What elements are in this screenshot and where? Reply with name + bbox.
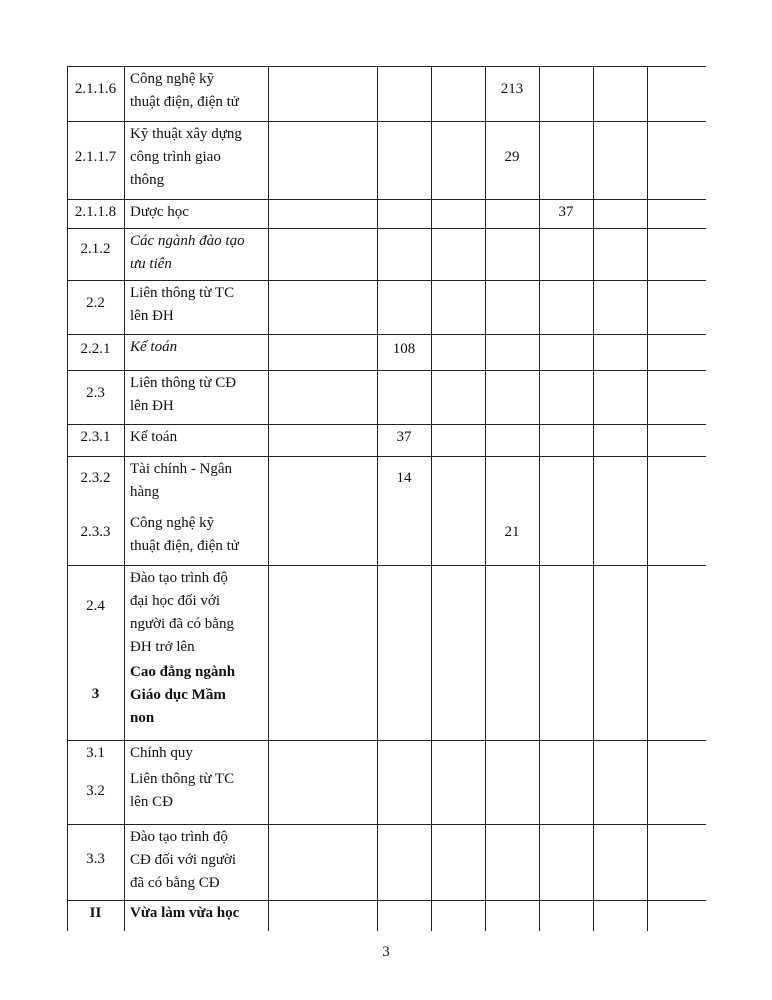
row-label: Các ngành đào tạo ưu tiên xyxy=(130,233,245,272)
row-code: 2.3.3 xyxy=(80,524,111,540)
row-code: 2.3.1 xyxy=(80,429,111,445)
row-code: II xyxy=(89,905,102,921)
row-label: Chính quy xyxy=(130,745,193,761)
row-code: 2.1.1.7 xyxy=(74,149,117,165)
row-value: 14 xyxy=(396,470,412,486)
row-code: 3 xyxy=(91,686,100,702)
row-label: Đào tạo trình độ CĐ đối với người đã có bằng CĐ xyxy=(130,829,237,891)
row-label: Dược học xyxy=(130,204,189,220)
row-label: Đào tạo trình độ đại học đối với người đã có bằng ĐH trở lên xyxy=(130,570,234,655)
row-label: Cao đẳng ngành Giáo dục Mầm non xyxy=(130,664,236,726)
row-code: 2.1.1.6 xyxy=(74,81,117,97)
row-label: Công nghệ kỹ thuật điện, điện tử xyxy=(130,515,239,554)
row-value: 37 xyxy=(396,429,412,445)
enrollment-table xyxy=(67,66,706,931)
row-code: 2.4 xyxy=(86,598,105,614)
row-code: 3.3 xyxy=(86,851,105,867)
row-code: 3.2 xyxy=(86,783,105,799)
row-value: 108 xyxy=(392,341,416,357)
row-value: 213 xyxy=(500,81,524,97)
page-number: 3 xyxy=(382,944,390,960)
row-label: Kế toán xyxy=(130,429,178,445)
row-code: 2.3 xyxy=(86,385,105,401)
row-label: Kế toán xyxy=(130,339,178,355)
row-label: Liên thông từ CĐ lên ĐH xyxy=(130,375,237,414)
row-label: Liên thông từ TC lên ĐH xyxy=(130,285,235,324)
row-label: Tài chính - Ngân hàng xyxy=(130,461,233,500)
row-code: 3.1 xyxy=(86,745,105,761)
row-label: Công nghệ kỹ thuật điện, điện tử xyxy=(130,71,239,110)
row-label: Kỹ thuật xây dựng công trình giao thông xyxy=(130,126,242,188)
row-label: Liên thông từ TC lên CĐ xyxy=(130,771,235,810)
row-code: 2.1.1.8 xyxy=(74,204,117,220)
row-value: 21 xyxy=(504,524,520,540)
row-value: 37 xyxy=(558,204,574,220)
row-code: 2.3.2 xyxy=(80,470,111,486)
row-code: 2.1.2 xyxy=(80,241,111,257)
row-label: Vừa làm vừa học xyxy=(130,905,240,921)
row-code: 2.2 xyxy=(86,295,105,311)
row-code: 2.2.1 xyxy=(80,341,111,357)
row-value: 29 xyxy=(504,149,520,165)
